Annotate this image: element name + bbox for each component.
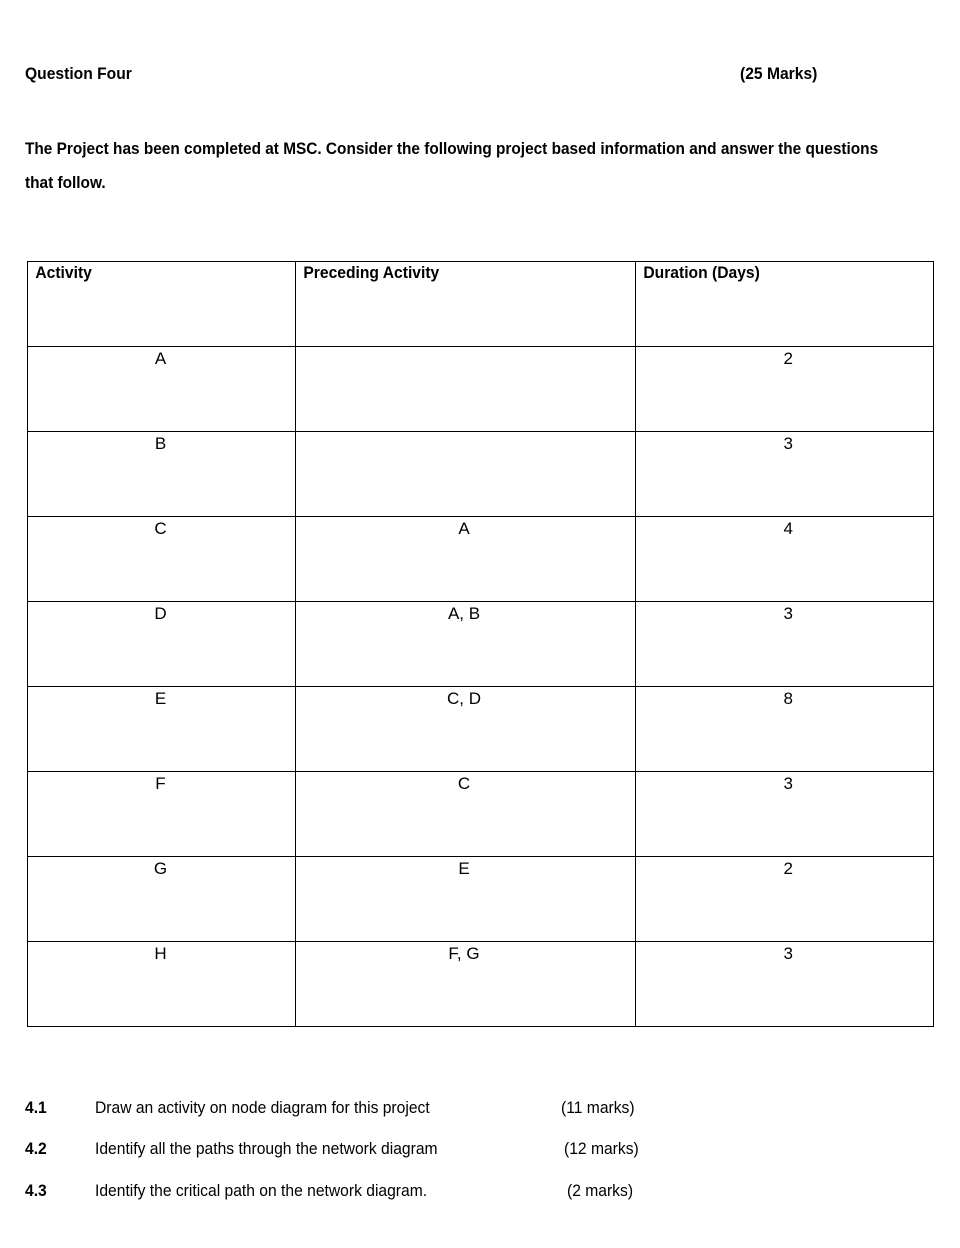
header-duration: Duration (Days) (636, 262, 934, 347)
header-preceding-activity: Preceding Activity (296, 262, 636, 347)
cell-duration: 2 (636, 857, 934, 942)
cell-preceding: A, B (296, 602, 636, 687)
question-marks: (11 marks) (561, 1098, 635, 1117)
table-row (28, 772, 934, 857)
cell-preceding: A (296, 517, 636, 602)
cell-duration: 3 (636, 772, 934, 857)
cell-activity: H (28, 942, 296, 1027)
cell-activity: A (28, 347, 296, 432)
question-number: 4.3 (25, 1181, 47, 1200)
table-row (28, 942, 934, 1027)
total-marks: (25 Marks) (740, 64, 818, 83)
cell-duration: 2 (636, 347, 934, 432)
question-marks: (12 marks) (564, 1139, 639, 1158)
question-text: Draw an activity on node diagram for this project (95, 1098, 430, 1117)
cell-preceding: C (296, 772, 636, 857)
cell-preceding (296, 432, 636, 517)
intro-line-1: The Project has been completed at MSC. Consider the following project based information and answer the questions (25, 139, 879, 158)
cell-activity: E (28, 687, 296, 772)
question-title: Question Four (25, 64, 132, 83)
cell-duration: 3 (636, 432, 934, 517)
table-row (28, 432, 934, 517)
question-number: 4.1 (25, 1098, 47, 1117)
cell-preceding: E (296, 857, 636, 942)
cell-activity: C (28, 517, 296, 602)
table-row (28, 602, 934, 687)
table-row (28, 347, 934, 432)
intro-paragraph (25, 132, 894, 200)
cell-duration: 3 (636, 602, 934, 687)
table-header-row (28, 262, 934, 347)
cell-activity: F (28, 772, 296, 857)
question-marks: (2 marks) (567, 1181, 634, 1200)
question-text: Identify all the paths through the network diagram (95, 1139, 438, 1158)
question-number: 4.2 (25, 1139, 47, 1158)
cell-duration: 3 (636, 942, 934, 1027)
cell-activity: D (28, 602, 296, 687)
question-text: Identify the critical path on the network diagram. (95, 1181, 428, 1200)
intro-line-2: that follow. (25, 173, 106, 192)
cell-activity: B (28, 432, 296, 517)
cell-preceding (296, 347, 636, 432)
activity-table (27, 261, 934, 1027)
cell-duration: 4 (636, 517, 934, 602)
table-row (28, 517, 934, 602)
header-activity: Activity (28, 262, 296, 347)
table-row (28, 687, 934, 772)
cell-preceding: C, D (296, 687, 636, 772)
cell-activity: G (28, 857, 296, 942)
cell-preceding: F, G (296, 942, 636, 1027)
cell-duration: 8 (636, 687, 934, 772)
table-row (28, 857, 934, 942)
